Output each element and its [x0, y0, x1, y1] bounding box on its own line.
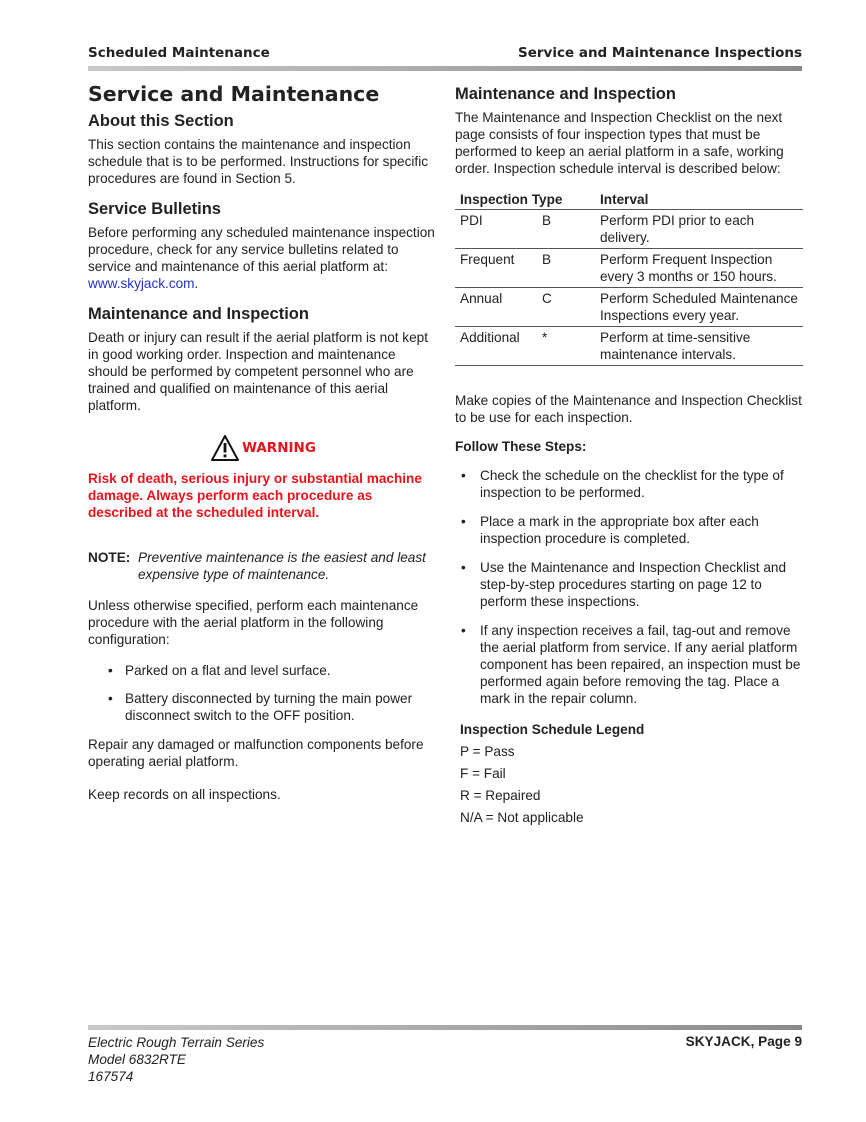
legend-item: F = Fail [460, 766, 506, 781]
table-row [455, 327, 803, 366]
warning-text: Risk of death, serious injury or substantial machine damage. Always perform each procedure as described at the scheduled interval. [88, 471, 422, 520]
column-header-type: Inspection Type [455, 189, 595, 210]
inspection-schedule-table [455, 189, 803, 366]
footer-doc-info [88, 1034, 264, 1085]
list-item: • Place a mark in the appropriate box after each inspection procedure is completed. [455, 513, 803, 547]
footer-model: Model 6832RTE [88, 1052, 186, 1067]
footer-number: 167574 [88, 1069, 134, 1084]
header-chapter-title: Service and Maintenance Inspections [518, 45, 802, 61]
cell-interval: Perform PDI prior to each delivery. [595, 210, 803, 249]
table-row [455, 249, 803, 288]
list-item: • Parked on a flat and level surface. [88, 662, 438, 679]
table-header-row [455, 189, 803, 210]
config-list [88, 662, 438, 724]
cell-interval: Perform at time-sensitive maintenance intervals. [595, 327, 803, 366]
list-item: • Battery disconnected by turning the main power disconnect switch to the OFF position. [88, 690, 438, 724]
cell-code: * [537, 327, 595, 366]
records-text: Keep records on all inspections. [88, 787, 281, 802]
cell-code: B [537, 210, 595, 249]
warning-title [88, 434, 438, 462]
right-column [455, 84, 803, 831]
note-text: Preventive maintenance is the easiest and least expensive type of maintenance. [138, 550, 426, 582]
bulletins-text: Before performing any scheduled maintenance inspection procedure, check for any service bulletins related to service and maintenance of this aerial platform at: [88, 225, 435, 274]
list-item: • Check the schedule on the checklist for the type of inspection to be performed. [455, 467, 803, 501]
cell-type: Annual [455, 288, 537, 327]
right-intro: The Maintenance and Inspection Checklist on the next page consists of four inspection types that must be performed to keep an aerial platform in a safe, working order. Inspection schedule interval is described below: [455, 110, 784, 176]
bulletins-paragraph [88, 224, 438, 292]
legend-item: N/A = Not applicable [460, 810, 584, 825]
legend-item: P = Pass [460, 744, 515, 759]
cell-interval: Perform Scheduled Maintenance Inspections every year. [595, 288, 803, 327]
table-row [455, 288, 803, 327]
legend [455, 743, 803, 826]
legend-item: R = Repaired [460, 788, 541, 803]
column-header-interval: Interval [595, 189, 803, 210]
footer-series: Electric Rough Terrain Series [88, 1035, 265, 1050]
bulletins-period: . [194, 276, 199, 291]
page-title: Service and Maintenance [88, 82, 380, 106]
cell-type: Additional [455, 327, 537, 366]
footer-rule [88, 1025, 802, 1030]
warning-label: WARNING [242, 439, 316, 456]
copies-text: Make copies of the Maintenance and Inspection Checklist to be use for each inspection. [455, 393, 802, 425]
note-label: NOTE: [88, 550, 131, 565]
header-section-title: Scheduled Maintenance [88, 45, 270, 61]
left-column [88, 84, 438, 817]
list-item: • Use the Maintenance and Inspection Checklist and step-by-step procedures starting on page 12 to perform these inspections. [455, 559, 803, 610]
about-heading: About this Section [88, 112, 234, 130]
cell-code: C [537, 288, 595, 327]
cell-code: B [537, 249, 595, 288]
list-item: • If any inspection receives a fail, tag-out and remove the aerial platform from service. If any aerial platform component has been repaired, an inspection must be performed again before removing the tag. Place a mark in the repair column. [455, 622, 803, 707]
table-row [455, 210, 803, 249]
cell-interval: Perform Frequent Inspection every 3 months or 150 hours. [595, 249, 803, 288]
cell-type: Frequent [455, 249, 537, 288]
footer-page-number: SKYJACK, Page 9 [685, 1034, 802, 1049]
bulletins-heading: Service Bulletins [88, 200, 221, 218]
cell-type: PDI [455, 210, 537, 249]
warning-triangle-icon [210, 434, 240, 462]
mi-heading: Maintenance and Inspection [88, 305, 309, 323]
skyjack-link[interactable]: www.skyjack.com [88, 276, 195, 291]
mi-text: Death or injury can result if the aerial platform is not kept in good working order. Inspection and maintenance should be performed by competent personnel who are trained and qualified on maintenance of this aerial platform. [88, 330, 429, 413]
steps-list [455, 467, 803, 707]
legend-title: Inspection Schedule Legend [460, 722, 645, 737]
right-mi-heading: Maintenance and Inspection [455, 85, 676, 103]
about-text: This section contains the maintenance and inspection schedule that is to be performed. Instructions for specific procedures are found in Section 5. [88, 137, 429, 186]
config-intro: Unless otherwise specified, perform each maintenance procedure with the aerial platform in the following configuration: [88, 598, 419, 647]
repair-text: Repair any damaged or malfunction components before operating aerial platform. [88, 737, 424, 769]
steps-heading: Follow These Steps: [455, 439, 587, 454]
header-rule [88, 66, 802, 71]
note [88, 549, 438, 583]
